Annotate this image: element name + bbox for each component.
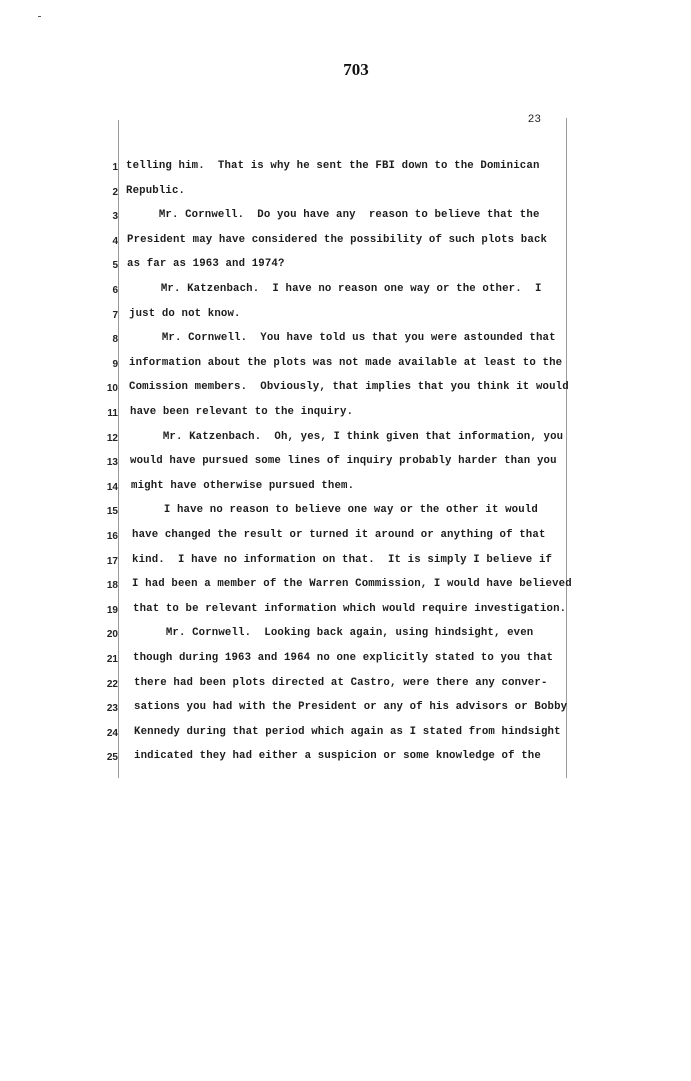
line-text: Mr. Cornwell. Looking back again, using hindsight, even xyxy=(133,627,534,640)
transcript-line xyxy=(0,504,691,524)
line-number: 3 xyxy=(112,211,118,223)
transcript-line xyxy=(0,603,691,623)
line-text: kind. I have no information on that. It is simply I believe if xyxy=(132,553,553,566)
line-text: Mr. Katzenbach. I have no reason one way or the other. I xyxy=(128,283,542,295)
line-text: Republic. xyxy=(126,184,186,197)
transcript-line xyxy=(0,185,691,205)
line-text: that to be relevant information which would require investigation. xyxy=(133,602,567,615)
line-text: Mr. Cornwell. Do you have any reason to believe that the xyxy=(126,209,540,222)
line-text: would have pursued some lines of inquiry probably harder than you xyxy=(130,455,557,468)
line-number: 6 xyxy=(112,285,118,296)
line-text: might have otherwise pursued them. xyxy=(131,479,355,492)
line-text: have changed the result or turned it around or anything of that xyxy=(132,529,546,541)
line-number: 18 xyxy=(106,580,118,592)
line-text: have been relevant to the inquiry. xyxy=(130,406,354,418)
line-number: 16 xyxy=(106,531,118,542)
transcript-line xyxy=(0,308,691,328)
line-number: 12 xyxy=(106,432,118,444)
transcript-line xyxy=(0,455,691,475)
line-text: just do not know. xyxy=(129,307,241,320)
line-number: 25 xyxy=(106,752,118,764)
line-number: 9 xyxy=(112,358,118,370)
line-number: 7 xyxy=(112,309,118,321)
line-number: 5 xyxy=(112,260,118,272)
transcript-line xyxy=(0,750,691,770)
line-number: 19 xyxy=(106,604,118,616)
line-text: telling him. That is why he sent the FBI down to the Dominican xyxy=(126,160,540,172)
line-text: Comission members. Obviously, that implies that you think it would xyxy=(129,381,569,394)
line-number: 10 xyxy=(106,383,118,395)
line-number: 23 xyxy=(106,703,118,715)
line-number: 17 xyxy=(106,555,118,567)
line-text: I had been a member of the Warren Commission, I would have believed xyxy=(132,578,572,591)
line-number: 21 xyxy=(106,654,118,665)
transcript-line xyxy=(0,406,691,426)
line-number: 20 xyxy=(106,629,118,641)
line-number: 24 xyxy=(106,727,118,739)
transcript-line xyxy=(0,160,691,180)
line-text: sations you had with the President or any of his advisors or Bobby xyxy=(134,701,568,714)
page-number: 703 xyxy=(343,60,369,79)
line-text: as far as 1963 and 1974? xyxy=(127,258,285,271)
line-number: 1 xyxy=(112,162,118,173)
line-text: though during 1963 and 1964 no one explicitly stated to you that xyxy=(133,652,554,664)
transcript-line xyxy=(0,677,691,697)
transcript-line xyxy=(0,726,691,746)
line-number: 11 xyxy=(107,408,118,419)
transcript-line xyxy=(0,357,691,377)
line-number: 14 xyxy=(106,481,118,493)
transcript-line xyxy=(0,554,691,574)
transcript-line xyxy=(0,381,691,401)
line-number: 8 xyxy=(112,334,118,346)
line-number: 2 xyxy=(112,186,118,198)
transcript-line xyxy=(0,480,691,500)
line-number: 22 xyxy=(106,678,118,690)
transcript-line xyxy=(0,283,691,303)
transcript-line xyxy=(0,529,691,549)
line-number: 4 xyxy=(112,235,118,247)
line-number: 13 xyxy=(106,457,118,469)
line-text: Mr. Cornwell. You have told us that you were astounded that xyxy=(129,332,556,345)
line-text: information about the plots was not made available at least to the xyxy=(129,356,563,369)
line-text: President may have considered the possibility of such plots back xyxy=(127,233,548,246)
transcript-line xyxy=(0,627,691,647)
transcript-line xyxy=(0,234,691,254)
transcript-line xyxy=(0,431,691,451)
scan-speck xyxy=(38,16,41,17)
line-text: Kennedy during that period which again as I stated from hindsight xyxy=(134,725,561,738)
transcript-page-number: 23 xyxy=(527,114,541,126)
transcript-line xyxy=(0,258,691,278)
transcript-line xyxy=(0,209,691,229)
transcript-line xyxy=(0,578,691,598)
line-text: I have no reason to believe one way or the other it would xyxy=(131,504,538,517)
transcript-line xyxy=(0,652,691,672)
line-text: Mr. Katzenbach. Oh, yes, I think given that information, you xyxy=(130,430,564,443)
line-number: 15 xyxy=(106,506,118,518)
line-text: there had been plots directed at Castro, were there any conver- xyxy=(134,676,548,689)
transcript-line xyxy=(0,332,691,352)
line-text: indicated they had either a suspicion or some knowledge of the xyxy=(134,750,541,763)
transcript-line xyxy=(0,701,691,721)
